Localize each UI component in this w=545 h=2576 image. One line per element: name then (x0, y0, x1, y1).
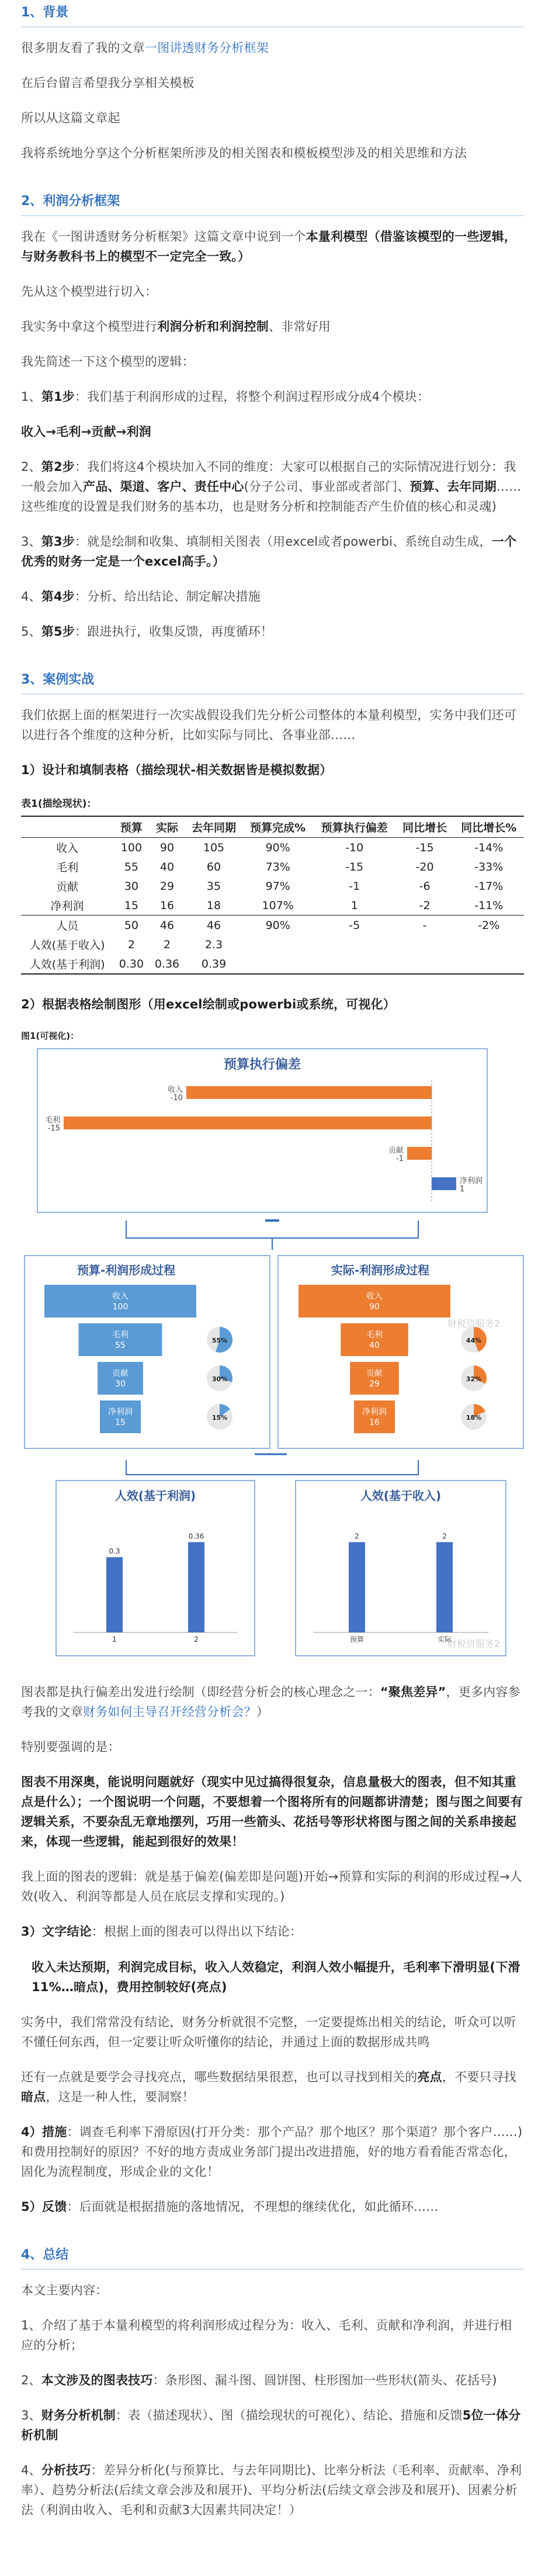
table-row-header: 毛利 (56, 861, 79, 875)
s3-after2: 特别要强调的是： (21, 1740, 120, 1755)
productivity-value-label: 2 (355, 1532, 359, 1541)
productivity-value-label: 0.3 (109, 1547, 120, 1556)
productivity-bar (188, 1542, 204, 1633)
s3-after1: 图表都是执行偏差出发进行绘制（即经营分析会的核心理念之一：“聚焦差异”，更多内容参考我的文章财务如何主导召开经营分析会？） (21, 1685, 520, 1719)
table-header-cell: 预算执行偏差 (313, 816, 396, 838)
table-row (21, 916, 524, 935)
productivity-profit-title: 人效(基于利润) (114, 1489, 196, 1503)
table-cell: 0.30 (113, 954, 149, 974)
table-cell (396, 954, 454, 974)
s2-step2: 2、第2步：我们将这4个模块加入不同的维度：大家可以根据自己的实际情况进行划分：我一般会加入产品、渠道、客户、责任中心(分子公司、事业部或者部门、预算、去年同期……这些维度的设置是我们财务的基本功，也是财务分析和控制能否产生价值的核心和灵魂) (21, 460, 522, 514)
s3-after7: 实务中，我们常常没有结论，财务分析就很不完整，一定要提炼出相关的结论，听众可以听不懂任何东西，但一定要让听众听懂你的结论，并通过上面的数据形成共鸣 (21, 2015, 516, 2049)
s2-step3: 3、第3步：就是绘制和收集、填制相关图表（用excel或者powerbi、系统自动生成，一个优秀的财务一定是一个excel高手。） (21, 535, 517, 569)
table-cell: 16 (159, 899, 175, 912)
table-cell: -1 (349, 879, 360, 893)
table-cell (396, 935, 454, 954)
table-header-cell: 实际 (149, 816, 185, 838)
funnel-bar (44, 1285, 196, 1318)
table-row-header: 贡献 (56, 880, 79, 894)
ratio-pie-label: 15% (211, 1414, 228, 1422)
s4-p2: 1、介绍了基于本量利模型的将利润形成过程分为：收入、毛利、贡献和净利润，并进行相应的分析； (21, 2318, 512, 2352)
table-cell: 0.39 (185, 954, 243, 974)
table-cell: - (396, 916, 454, 935)
table-row-header: 人效(基于利润) (21, 954, 113, 974)
productivity-category-label: 1 (112, 1635, 117, 1644)
productivity-bar (106, 1558, 123, 1633)
funnel-bar (354, 1400, 395, 1433)
productivity-category-label: 预算 (349, 1635, 365, 1644)
table-cell (243, 935, 313, 954)
funnel-bar (341, 1323, 408, 1356)
funnel-value-label: 29 (369, 1379, 380, 1389)
table-cell: 90 (159, 841, 175, 854)
table-cell: 46 (149, 916, 185, 935)
ratio-pie-label: 55% (211, 1337, 228, 1345)
table-cell: -6 (419, 879, 431, 893)
funnel-bar (98, 1362, 143, 1395)
s3-after6: 收入未达预期，利润完成目标，收入人效稳定，利润人效小幅提升，毛利率下滑明显(下滑11%…暗点)，费用控制较好(亮点) (32, 1960, 520, 1994)
ratio-pie-label: 18% (466, 1414, 482, 1422)
table-cell: 2 (163, 938, 171, 951)
s2-p2: 先从这个模型进行切入： (21, 285, 158, 299)
funnel-bar (100, 1400, 141, 1433)
table-row-header: 人效(基于收入) (29, 939, 105, 952)
table-cell (454, 954, 524, 974)
productivity-category-label: 2 (194, 1635, 199, 1644)
funnel-category-label: 净利润 (362, 1407, 387, 1417)
table-cell: 0.36 (149, 954, 185, 974)
s3-after9: 4）措施：调查毛利率下滑原因(打开分类：那个产品？那个地区？那个渠道？那个客户……)和费用控制好的原因？不好的地方责成业务部门提出改进措施，好的地方看看能否常态化，固化为流程制度，形成企业的文化！ (21, 2124, 523, 2179)
table-cell: -5 (313, 916, 396, 935)
deviation-value-label: 1 (460, 1185, 465, 1194)
deviation-category-label: 收入 (167, 1086, 183, 1095)
funnel-value-label: 55 (115, 1341, 126, 1351)
deviation-value-label: -10 (170, 1094, 183, 1103)
s2-flow: 收入→毛利→贡献→利润 (21, 425, 151, 439)
table-cell: -17% (474, 879, 504, 893)
deviation-bar (64, 1117, 432, 1129)
article-link[interactable]: 一图讲透财务分析框架 (145, 41, 269, 55)
table-cell: -33% (474, 860, 504, 873)
funnel-value-label: 40 (369, 1341, 380, 1351)
table-cell: -15 (415, 841, 434, 854)
table-header-cell: 预算完成% (243, 816, 313, 838)
section-3-title: 3、案例实战 (21, 670, 524, 695)
figure-label: 图1(可视化)： (21, 1031, 79, 1042)
table-cell: -2 (419, 899, 431, 912)
ratio-pie-label: 32% (466, 1375, 482, 1384)
ratio-pie-label: 30% (211, 1375, 228, 1384)
table-cell: 2 (127, 938, 135, 951)
figure-svg (21, 1045, 524, 1665)
s4-p1: 本文主要内容： (21, 2283, 108, 2297)
table-cell: 40 (159, 860, 175, 873)
table-row (21, 838, 524, 858)
deviation-title: 预算执行偏差 (223, 1058, 301, 1073)
s3-after3: 图表不用深奥，能说明问题就好（现实中见过搞得很复杂，信息量极大的图表，但不知其重点是什么）；一个图说明一个问题，不要想着一个图将所有的问题都讲清楚；图与图之间要有逻辑关系，不要杂乱无章地摆列，巧用一些箭头、花括号等形状将图与图之间的关系串接起来，体现一些逻辑，能起到很好的效果！ (21, 1775, 523, 1849)
watermark: 财税资服务2 (447, 1638, 501, 1650)
table-cell: 90% (243, 916, 313, 935)
meeting-article-link[interactable]: 财务如何主导召开经营分析会？ (83, 1705, 256, 1719)
table-header-cell: 同比增长% (454, 816, 524, 838)
table-cell: 50 (113, 916, 149, 935)
s4-p5: 4、分析技巧：差异分析化(与预算比、与去年同期比)、比率分析法（毛利率、贡献率、净利率）、趋势分析法(后续文章会涉及和展开)、平均分析法(后续文章会涉及和展开)、因素分析法（利润由收入、毛利和贡献3大因素共同决定！） (21, 2463, 522, 2517)
funnel-category-label: 贡献 (112, 1369, 129, 1379)
s4-p3: 2、本文涉及的图表技巧：条形图、漏斗图、圆饼图、柱形图加一些形状(箭头、花括号) (21, 2373, 497, 2387)
s1-p1: 很多朋友看了我的文章一图讲透财务分析框架 (21, 41, 269, 55)
table-cell (454, 935, 524, 954)
table-header-cell (21, 816, 113, 838)
table-cell: 29 (159, 879, 175, 893)
table-cell: -14% (474, 841, 504, 854)
s3-h1: 1）设计和填制表格（描绘现状-相关数据皆是模拟数据） (21, 763, 332, 778)
deviation-value-label: -1 (396, 1154, 404, 1164)
table-cell: 60 (206, 860, 221, 873)
table-header-cell: 去年同期 (185, 816, 243, 838)
s2-p3: 我实务中拿这个模型进行利润分析和利润控制、非常好用 (21, 320, 331, 334)
table-cell: 73% (265, 860, 290, 873)
funnel-value-label: 15 (115, 1418, 126, 1428)
actual-funnel-title: 实际-利润形成过程 (331, 1263, 430, 1278)
table-cell: 1 (350, 899, 358, 912)
table-cell: -2% (454, 916, 524, 935)
funnel-value-label: 90 (369, 1302, 380, 1312)
section-2-title: 2、利润分析框架 (21, 191, 524, 216)
s1-p2: 在后台留言希望我分享相关模板 (21, 76, 195, 91)
table-cell: 15 (124, 899, 138, 912)
productivity-revenue-title: 人效(基于收入) (360, 1489, 442, 1503)
table-row (21, 857, 524, 876)
funnel-bar (350, 1362, 399, 1395)
productivity-profit-panel (56, 1481, 255, 1656)
funnel-category-label: 贡献 (366, 1369, 383, 1379)
data-table (21, 816, 524, 975)
section-4-title: 4、总结 (21, 2245, 524, 2270)
table-cell: -20 (415, 860, 434, 873)
table-cell: 35 (206, 879, 221, 893)
table-cell: 18 (206, 899, 221, 912)
funnel-value-label: 100 (112, 1302, 129, 1312)
s3-after4: 我上面的图表的逻辑：就是基于偏差(偏差即是问题)开始→预算和实际的利润的形成过程→人效(收入、利润等都是人员在底层支撑和实现的。) (21, 1870, 522, 1904)
visual-figure (21, 1045, 524, 1665)
table-cell: -11% (474, 899, 504, 912)
table-row (21, 954, 524, 974)
table-cell: 107% (262, 899, 294, 912)
table-header-cell: 预算 (113, 816, 149, 838)
deviation-bar (432, 1177, 456, 1190)
table-row (21, 896, 524, 916)
table-row (21, 935, 524, 954)
table-cell: 100 (120, 841, 143, 854)
funnel-category-label: 毛利 (366, 1330, 383, 1340)
s3-h2: 2）根据表格绘制图形（用excel绘制或powerbi或系统，可视化） (21, 997, 395, 1012)
table-row-header: 净利润 (50, 900, 84, 913)
s1-p4: 我将系统地分享这个分析框架所涉及的相关图表和模板模型涉及的相关思维和方法 (21, 146, 467, 161)
deviation-bar (186, 1086, 432, 1099)
ratio-pie-label: 44% (466, 1337, 482, 1345)
s2-p1: 我在《一图讲透财务分析框架》这篇文章中说到一个本量利模型（借鉴该模型的一些逻辑，与财务教科书上的模型不一定完全一致。） (21, 230, 517, 264)
funnel-bar (298, 1285, 450, 1318)
section-1-title: 1、背景 (21, 0, 524, 27)
table-row-header: 人员 (21, 916, 113, 935)
table-cell: 97% (265, 879, 290, 893)
table-cell: 2.3 (204, 938, 223, 951)
table-row-header: 收入 (56, 842, 79, 855)
productivity-bar (349, 1542, 365, 1633)
productivity-value-label: 2 (442, 1532, 447, 1541)
budget-funnel-title: 预算-利润形成过程 (77, 1263, 176, 1278)
deviation-category-label: 净利润 (460, 1177, 483, 1186)
table-title: 表1(描绘现状)： (21, 798, 97, 810)
funnel-category-label: 净利润 (108, 1407, 133, 1417)
table-cell: 105 (203, 841, 225, 854)
s4-p4: 3、财务分析机制：表（描述现状）、图（描绘现状的可视化）、结论、措施和反馈5位一体分析机制 (21, 2408, 521, 2442)
funnel-category-label: 收入 (366, 1292, 383, 1302)
table-cell: 90% (265, 841, 290, 854)
table-cell (313, 954, 396, 974)
s3-p1: 我们依据上面的框架进行一次实战假设我们先分析公司整体的本量利模型，实务中我们还可以进行各个维度的这种分析，比如实际与同比、各事业部…… (21, 708, 516, 743)
productivity-value-label: 0.36 (188, 1532, 204, 1541)
table-cell: -15 (345, 860, 364, 873)
deviation-category-label: 贡献 (388, 1146, 404, 1156)
funnel-value-label: 30 (115, 1379, 126, 1389)
deviation-value-label: -15 (47, 1124, 60, 1133)
deviation-bar (407, 1147, 432, 1160)
table-cell: -10 (345, 841, 364, 854)
productivity-revenue-panel (296, 1481, 506, 1656)
table-header-cell: 同比增长 (396, 816, 454, 838)
s2-step1: 1、第1步：我们基于利润形成的过程，将整个利润过程形成分成4个模块： (21, 390, 430, 404)
funnel-value-label: 16 (369, 1418, 380, 1428)
s3-after8: 还有一点就是要学会寻找亮点，哪些数据结果很惹，也可以寻找到相关的亮点，不要只寻找暗点，这是一种人性，要洞察！ (21, 2069, 517, 2104)
table-cell: 46 (185, 916, 243, 935)
table-cell: 30 (124, 879, 138, 893)
s2-step5: 5、第5步：跟进执行，收集反馈，再度循环！ (21, 625, 273, 639)
s3-after10: 5）反馈：后面就是根据措施的落地情况，不理想的继续优化，如此循环…… (21, 2199, 439, 2214)
table-cell (313, 935, 396, 954)
funnel-bar (79, 1323, 162, 1356)
funnel-category-label: 收入 (112, 1292, 129, 1302)
funnel-category-label: 毛利 (112, 1330, 129, 1340)
deviation-panel (37, 1049, 487, 1212)
s1-p3: 所以从这篇文章起 (21, 111, 120, 126)
productivity-bar (436, 1542, 453, 1633)
s3-after5: 3）文字结论：根据上面的图表可以得出以下结论： (21, 1925, 303, 1939)
table-row (21, 876, 524, 896)
deviation-category-label: 毛利 (44, 1116, 60, 1125)
s2-p4: 我先简述一下这个模型的逻辑： (21, 355, 195, 369)
watermark: 财税资服务2 (447, 1318, 501, 1330)
productivity-category-label: 实际 (437, 1635, 452, 1644)
table-cell (243, 954, 313, 974)
table-cell: 55 (124, 860, 138, 873)
s2-step4: 4、第4步：分析、给出结论、制定解决措施 (21, 590, 261, 604)
